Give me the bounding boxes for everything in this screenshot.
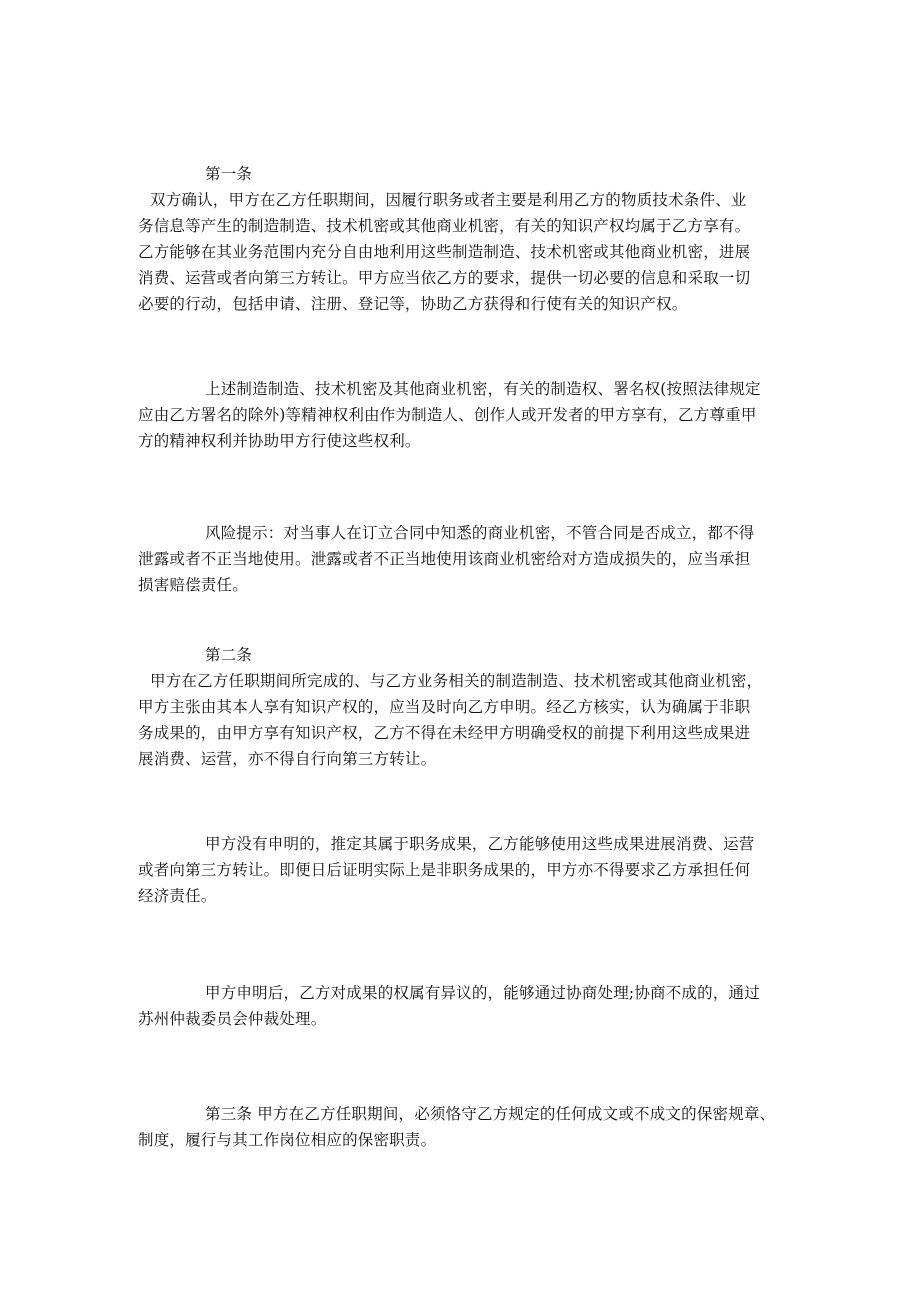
article-2-p1-line: 展消费、运营，亦不得自行向第三方转让。: [138, 750, 437, 768]
article-1-p1-line: 消费、运营或者向第三方转让。甲方应当依乙方的要求，提供一切必要的信息和采取一切: [138, 269, 751, 287]
article-1-p2-line: 上述制造制造、技术机密及其他商业机密，有关的制造权、署名权(按照法律规定: [205, 380, 761, 398]
risk-notice-line: 损害赔偿责任。: [138, 576, 248, 594]
article-3-line: 第三条 甲方在乙方任职期间，必须恪守乙方规定的任何成文或不成文的保密规章、: [205, 1105, 776, 1123]
article-1: [138, 161, 808, 317]
risk-notice-line: 风险提示：对当事人在订立合同中知悉的商业机密，不管合同是否成立，都不得: [205, 524, 755, 542]
risk-notice-line: 泄露或者不正当地使用。泄露或者不正当地使用该商业机密给对方造成损失的，应当承担: [138, 550, 751, 568]
article-2-p2-line: 经济责任。: [138, 887, 217, 905]
article-2-heading: 第二条: [205, 646, 253, 664]
article-1-p1-line: 双方确认，甲方在乙方任职期间，因履行职务或者主要是利用乙方的物质技术条件、业: [150, 191, 747, 209]
article-2-paragraph-3: [138, 980, 808, 1032]
article-1-heading: 第一条: [205, 165, 253, 183]
article-1-p2-line: 方的精神权利并协助甲方行使这些权利。: [138, 432, 421, 450]
article-2-p2-line: 或者向第三方转让。即便日后证明实际上是非职务成果的，甲方亦不得要求乙方承担任何: [138, 861, 751, 879]
article-1-p1-line: 必要的行动，包括申请、注册、登记等，协助乙方获得和行使有关的知识产权。: [138, 295, 688, 313]
article-2-p2-line: 甲方没有申明的，推定其属于职务成果，乙方能够使用这些成果进展消费、运营: [205, 835, 755, 853]
article-3-line: 制度，履行与其工作岗位相应的保密职责。: [138, 1131, 437, 1149]
article-2-p1-line: 务成果的，由甲方享有知识产权，乙方不得在未经甲方明确受权的前提下利用这些成果进: [138, 724, 751, 742]
risk-notice: [138, 520, 808, 598]
article-2: [138, 642, 808, 772]
article-2-p3-line: 苏州仲裁委员会仲裁处理。: [138, 1010, 327, 1028]
article-2-paragraph-2: [138, 831, 808, 909]
article-1-p1-line: 务信息等产生的制造制造、技术机密或其他商业机密，有关的知识产权均属于乙方享有。: [138, 217, 751, 235]
article-2-p3-line: 甲方申明后，乙方对成果的权属有异议的，能够通过协商处理;协商不成的，通过: [205, 984, 760, 1002]
article-1-p2-line: 应由乙方署名的除外)等精神权利由作为制造人、创作人或开发者的甲方享有，乙方尊重甲: [138, 406, 757, 424]
article-1-paragraph-2: [138, 376, 808, 454]
article-2-p1-line: 甲方主张由其本人享有知识产权的，应当及时向乙方申明。经乙方核实，认为确属于非职: [138, 698, 751, 716]
article-1-p1-line: 乙方能够在其业务范围内充分自由地利用这些制造制造、技术机密或其他商业机密，进展: [138, 243, 751, 261]
article-2-p1-line: 甲方在乙方任职期间所完成的、与乙方业务相关的制造制造、技术机密或其他商业机密，: [150, 672, 763, 690]
article-3: [138, 1101, 808, 1153]
